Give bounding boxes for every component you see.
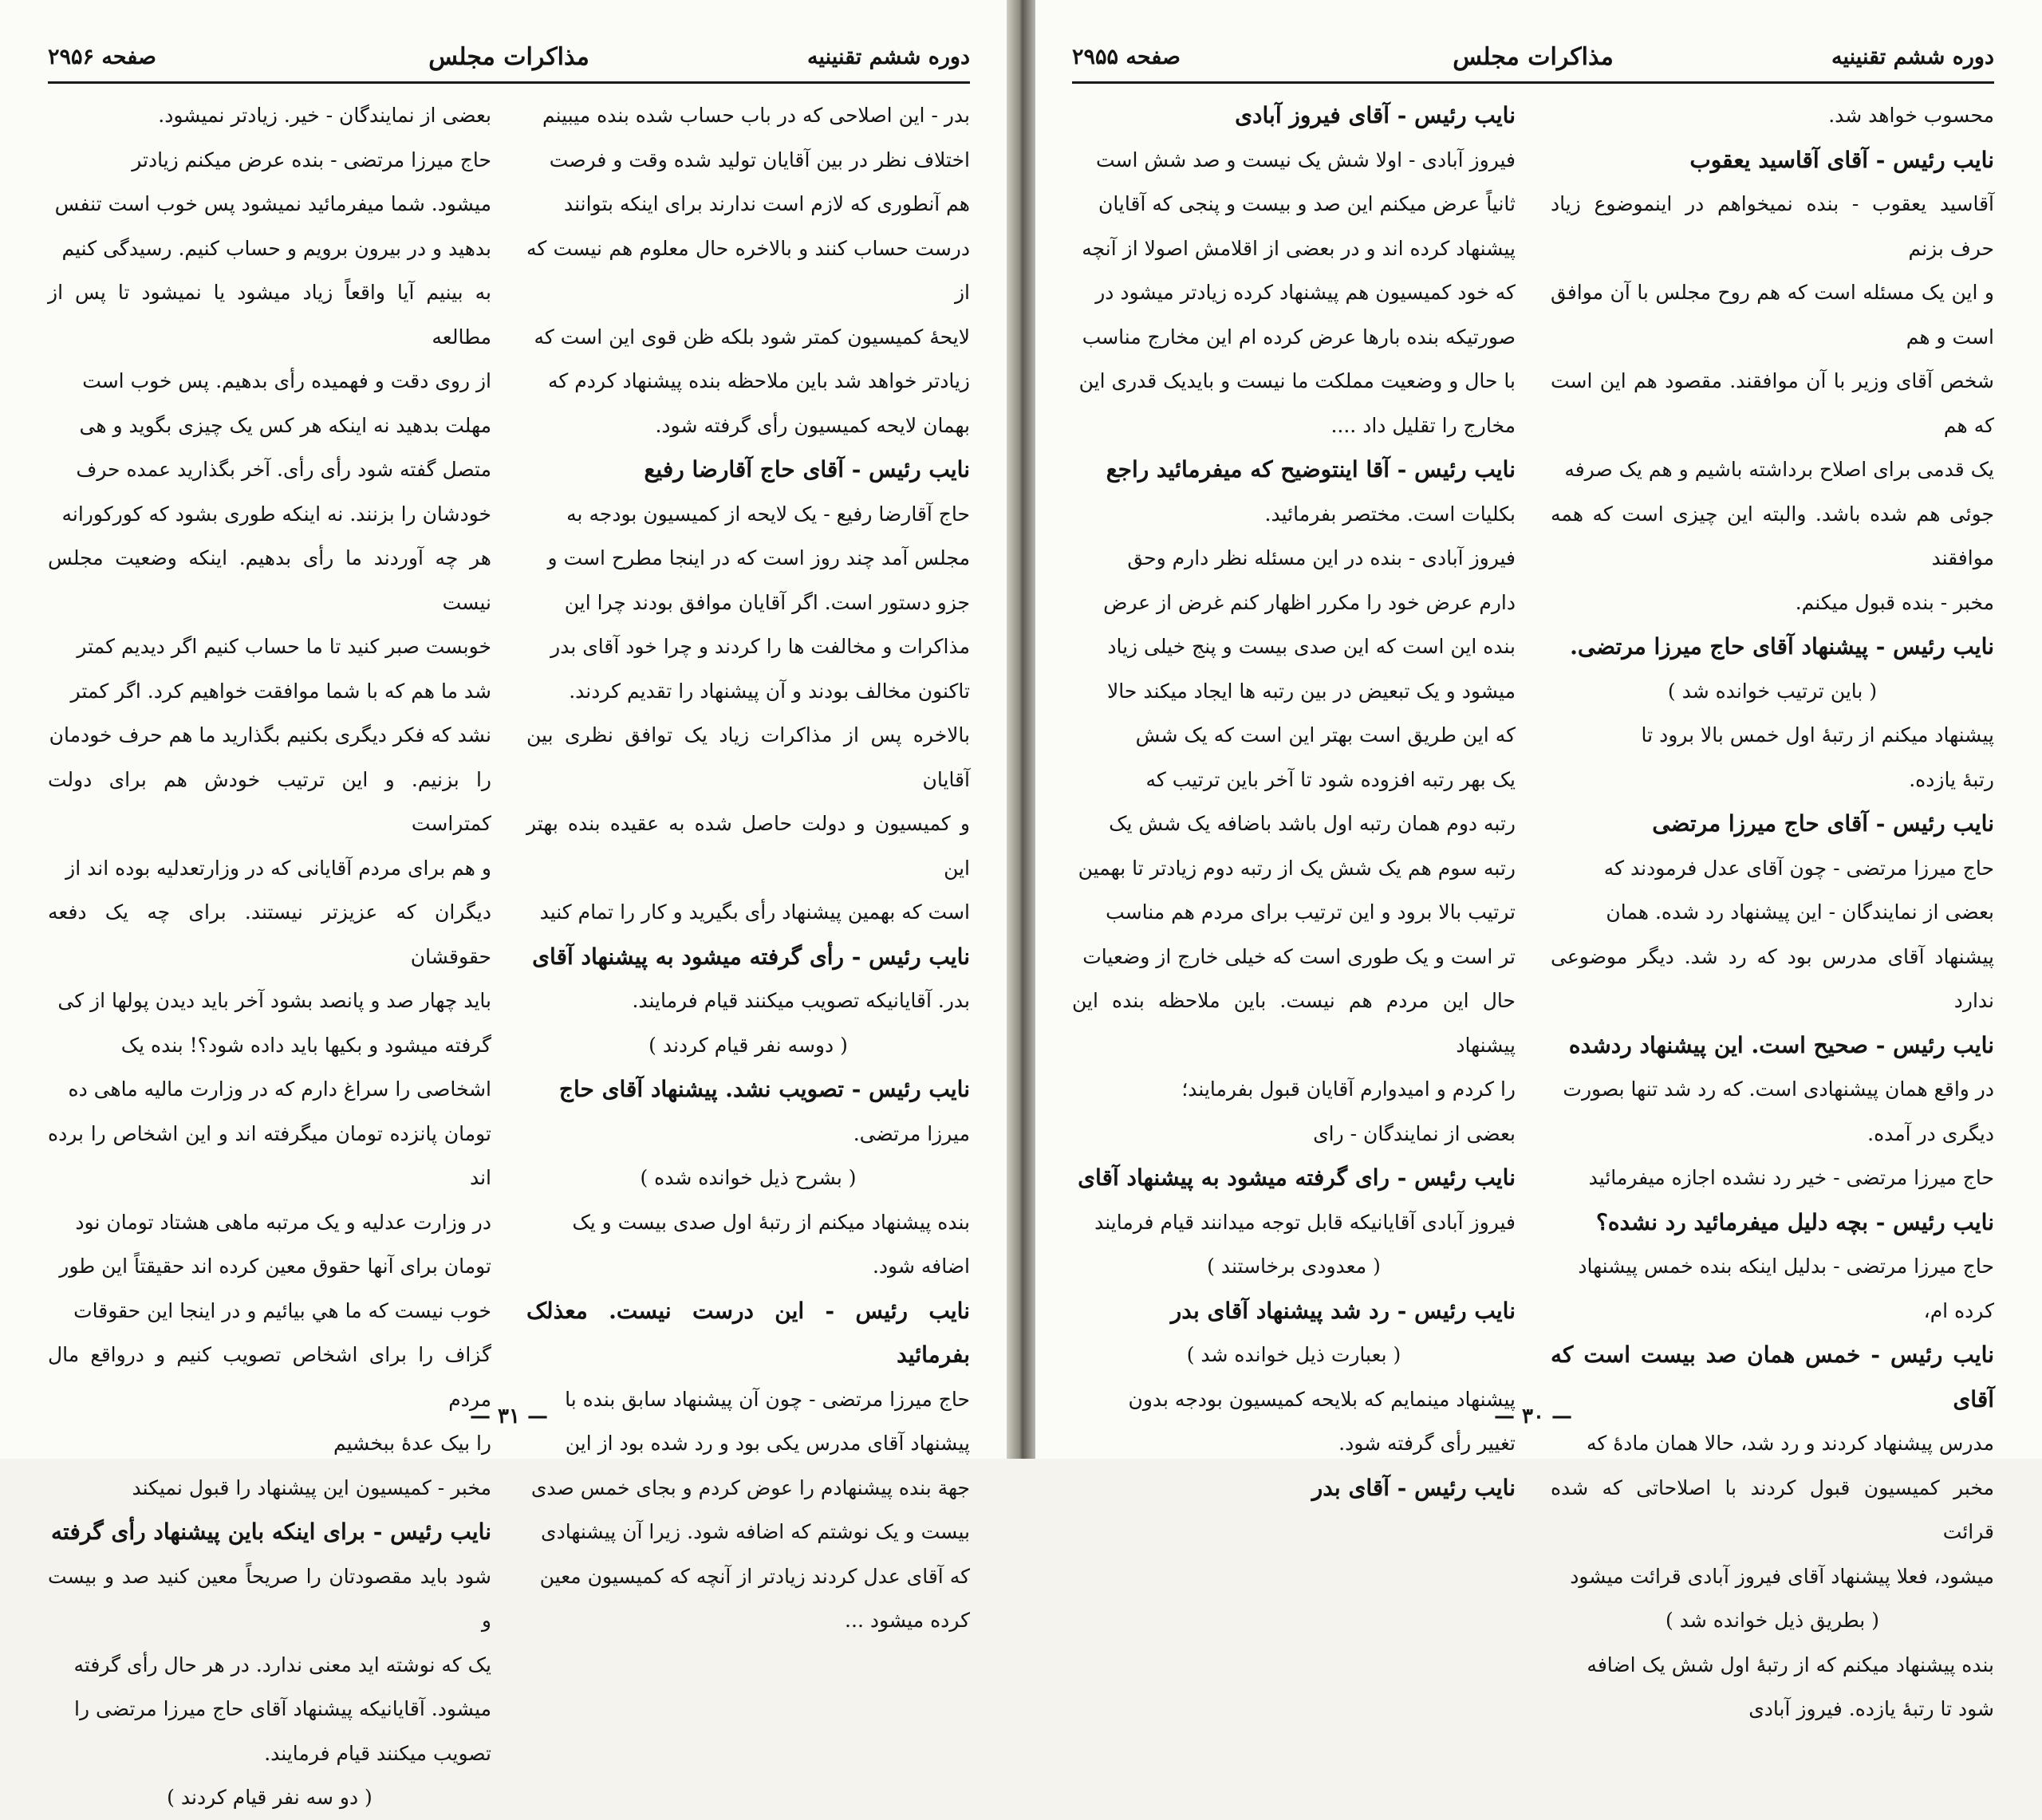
text-line: پیشنهاد آقای مدرس یکی بود و رد شده بود از این xyxy=(565,1432,970,1455)
text-line: زیادتر خواهد شد باین ملاحظه بنده پیشنهاد کردم که xyxy=(548,369,970,392)
text-line: خوبست صبر کنید تا ما حساب کنیم اگر دیدیم کمتر xyxy=(77,635,491,658)
right-page-column-right xyxy=(1551,93,1994,1720)
text-line: نایب رئیس - آقای آقاسید یعقوب xyxy=(1689,146,1994,173)
text-line: به بینیم آیا واقعاً زیاد میشود یا نمیشود تا پس از مطالعه xyxy=(48,281,491,349)
text-line: مخبر - کمیسیون این پیشنهاد را قبول نمیکند xyxy=(132,1475,491,1499)
book-gutter xyxy=(1007,0,1035,1459)
text-line: بالاخره پس از مذاکرات زیاد یک توافق نظری بین آقایان xyxy=(526,723,970,791)
text-line: حاج میرزا مرتضی - بنده عرض میکنم زیادتر xyxy=(132,148,491,171)
running-title: مذاکرات مجلس xyxy=(1453,42,1614,71)
text-line: که خود کمیسیون هم پیشنهاد کرده زیادتر میشود در xyxy=(1095,281,1516,304)
text-line: بهمان لایحه کمیسیون رأی گرفته شود. xyxy=(655,413,970,437)
text-line: میشود، فعلا پیشنهاد آقای فیروز آبادی قرائت میشود xyxy=(1570,1564,1994,1588)
text-line: فیروز آبادی آقایانیکه قابل توجه میدانند قیام فرمایند xyxy=(1094,1210,1516,1234)
text-line: نشد که فکر دیگری بکنیم بگذارید ما هم حرف خودمان xyxy=(49,723,491,747)
text-line: کرده میشود ... xyxy=(845,1609,970,1632)
session-label: دوره ششم تقنینیه xyxy=(807,44,970,69)
page-label: صفحه ۲۹۵۶ xyxy=(48,44,156,69)
left-page xyxy=(0,0,1007,1809)
text-line: فیروز آبادی - اولا شش یک نیست و صد شش است xyxy=(1095,148,1516,171)
text-line: محسوب خواهد شد. xyxy=(1828,104,1994,127)
text-line: دارم عرض خود را مکرر اظهار کنم غرض از عرض xyxy=(1103,590,1516,614)
text-line: بعضی از نمایندگان - خیر. زیادتر نمیشود. xyxy=(158,104,491,127)
text-line: مخارج را تقلیل داد .... xyxy=(1330,413,1516,437)
text-line: جهة بنده پیشنهادم را عوض کردم و بجای خمس صدی xyxy=(530,1475,970,1499)
text-line: گزاف را برای اشخاص تصویب کنیم و درواقع مال مردم xyxy=(48,1343,491,1411)
text-line: در واقع همان پیشنهادی است. که رد شد تنها بصورت xyxy=(1563,1077,1994,1101)
text-line: میشود. آقایانیکه پیشنهاد آقای حاج میرزا مرتضی را xyxy=(74,1697,491,1720)
text-line: آقاسید یعقوب - بنده نمیخواهم در اینموضوع زیاد حرف بزنم xyxy=(1551,192,1994,260)
text-line: که آقای عدل کردند زیادتر از آنچه که کمیسیون معین xyxy=(539,1564,970,1588)
text-line: ثانیاً عرض میکنم این صد و بیست و پنجی که آقایان xyxy=(1098,192,1516,215)
text-line: یک که نوشته اید معنی ندارد. در هر حال رأی گرفته xyxy=(73,1653,491,1676)
text-line: ( دو سه نفر قیام کردند ) xyxy=(167,1786,373,1809)
right-page-column-left xyxy=(1072,93,1516,1501)
text-line: متصل گفته شود رأی رأی. آخر بگذارید عمده حرف xyxy=(76,458,491,481)
text-line: و هم برای مردم آقایانی که در وزارتعدلیه بوده اند از xyxy=(65,856,491,880)
text-line: شود باید مقصودتان را صریحاً معین کنید صد و بیست و xyxy=(48,1564,491,1632)
text-line: مهلت بدهید نه اینکه هر کس یک چیزی بگوید و هی xyxy=(79,413,491,437)
text-line: اشخاصی را سراغ دارم که در وزارت مالیه ماهی ده xyxy=(68,1077,491,1101)
text-line: مدرس پیشنهاد کردند و رد شد، حالا همان مادهٔ که xyxy=(1586,1432,1994,1455)
text-line: گرفته میشود و بکیها باید داده شود؟! بنده یک xyxy=(120,1033,491,1057)
session-label: دوره ششم تقنینیه xyxy=(1831,44,1994,69)
page-label: صفحه ۲۹۵۵ xyxy=(1072,44,1181,69)
text-line: ( بشرح ذیل خوانده شده ) xyxy=(640,1166,857,1189)
page-number: — ۳۰ — xyxy=(1493,1404,1573,1428)
text-line: میشود. شما میفرمائید نمیشود پس خوب است تنفس xyxy=(54,192,491,215)
text-line: را بزنیم. و این ترتیب خودش هم برای دولت کمتراست xyxy=(48,767,491,835)
text-line: بدر - این اصلاحی که در باب حساب شده بنده میبینم xyxy=(542,104,970,127)
text-line: رتبه دوم همان رتبه اول باشد باضافه یک شش یک xyxy=(1109,812,1516,835)
text-line: نایب رئیس - رأی گرفته میشود به پیشنهاد آقای xyxy=(532,943,970,970)
left-page-header xyxy=(48,32,970,84)
text-line: حاج میرزا مرتضی - بدلیل اینکه بنده خمس پیشنهاد xyxy=(1578,1255,1994,1278)
text-line: مذاکرات و مخالفت ها را کردند و چرا خود آقای بدر xyxy=(550,635,970,658)
text-line: نایب رئیس - آقای حاج میرزا مرتضی xyxy=(1652,810,1994,837)
text-line: صورتیکه بنده بارها عرض کرده ام این مخارج مناسب xyxy=(1082,325,1516,349)
text-line: مخبر - بنده قبول میکنم. xyxy=(1795,590,1994,614)
text-line: بکلیات است. مختصر بفرمائید. xyxy=(1264,502,1516,526)
text-line: اختلاف نظر در بین آقایان تولید شده وقت و فرصت xyxy=(549,148,970,171)
text-line: تاکنون مخالف بودند و آن پیشنهاد را تقدیم کردند. xyxy=(569,679,970,703)
text-line: نایب رئیس - خمس همان صد بیست است که آقای xyxy=(1551,1341,1994,1412)
text-line: و کمیسیون و دولت حاصل شده به عقیده بنده بهتر این xyxy=(526,812,970,880)
text-line: بنده پیشنهاد میکنم از رتبهٔ اول صدی بیست و یک xyxy=(572,1210,970,1234)
text-line: نایب رئیس - این درست نیست. معذلک بفرمائید xyxy=(526,1297,970,1368)
text-line: تر است و یک طوری است که خیلی خارج از وضعیات xyxy=(1082,944,1516,968)
text-line: تومان برای آنها حقوق معین کرده اند حقیقتاً این طور xyxy=(59,1255,491,1278)
text-line: دیگری در آمده. xyxy=(1867,1121,1994,1145)
text-line: در وزارت عدلیه و یک مرتبه ماهی هشتاد تومان نود xyxy=(75,1210,491,1234)
text-line: حاج میرزا مرتضی - چون آن پیشنهاد سابق بنده با xyxy=(565,1387,970,1411)
text-line: پیشنهاد مینمایم که بلایحه کمیسیون بودجه بدون xyxy=(1128,1387,1516,1411)
text-line: ترتیب بالا برود و این ترتیب برای مردم هم مناسب xyxy=(1106,900,1516,924)
text-line: و این یک مسئله است که هم روح مجلس با آن موافق است و هم xyxy=(1551,281,1994,349)
text-line: پیشنهاد میکنم از رتبهٔ اول خمس بالا برود تا xyxy=(1641,723,1994,747)
text-line: خودشان را بزنند. نه اینکه طوری بشود که کورکورانه xyxy=(61,502,491,526)
text-line: هم آنطوری که لازم است ندارند برای اینکه بتوانند xyxy=(563,192,970,215)
right-page-header xyxy=(1072,32,1994,84)
text-line: که این طریق است بهتر این است که یک شش xyxy=(1135,723,1516,747)
text-line: مجلس آمد چند روز است که در اینجا مطرح است و xyxy=(547,546,970,569)
right-page xyxy=(1035,0,2042,1720)
text-line: است که بهمین پیشنهاد رأی بگیرید و کار را تمام کنید xyxy=(539,900,970,924)
page-number: — ۳۱ — xyxy=(469,1404,549,1428)
text-line: رتبهٔ یازده. xyxy=(1909,767,1994,791)
text-line: را کردم و امیدوارم آقایان قبول بفرمایند؛ xyxy=(1181,1077,1516,1101)
text-line: بعضی از نمایندگان - این پیشنهاد رد شده. همان xyxy=(1606,900,1994,924)
text-line: نایب رئیس - صحیح است. این پیشنهاد ردشده xyxy=(1568,1031,1994,1058)
text-line: نایب رئیس - آقای فیروز آبادی xyxy=(1235,102,1516,128)
text-line: شخص آقای وزیر با آن موافقند. مقصود هم این است که هم xyxy=(1551,369,1994,437)
running-title: مذاکرات مجلس xyxy=(428,42,589,71)
text-line: پیشنهاد آقای مدرس بود که رد شد. دیگر موضوعی ندارد xyxy=(1551,944,1994,1012)
text-line: جزو دستور است. اگر آقایان موافق بودند چرا این xyxy=(564,590,970,614)
text-line: شود تا رتبهٔ یازده. فیروز آبادی xyxy=(1748,1697,1994,1720)
text-line: دیگران که عزیزتر نیستند. برای چه یک دفعه حقوقشان xyxy=(48,900,491,968)
text-line: بنده این است که این صدی بیست و پنج خیلی زیاد xyxy=(1107,635,1516,658)
text-line: تصویب میکنند قیام فرمایند. xyxy=(264,1741,491,1765)
text-line: بیست و یک نوشتم که اضافه شود. زیرا آن پیشنهادی xyxy=(541,1520,970,1543)
text-line: یک قدمی برای اصلاح برداشته باشیم و هم یک صرفه xyxy=(1564,458,1994,481)
left-page-column-right xyxy=(526,93,970,1632)
text-line: خوب نیست که ما هي بیائیم و در اینجا این حقوقات xyxy=(73,1298,491,1322)
text-line: تغییر رأی گرفته شود. xyxy=(1338,1432,1516,1455)
text-line: کرده ام، xyxy=(1923,1298,1994,1322)
text-line: تومان پانزده تومان میگرفته اند و این اشخاص را برده اند xyxy=(48,1121,491,1189)
text-line: ( بعبارت ذیل خوانده شد ) xyxy=(1186,1343,1401,1366)
text-line: بدر. آقایانیکه تصویب میکنند قیام فرمایند. xyxy=(632,989,970,1012)
text-line: هر چه آوردند ما رأی بدهیم. اینکه وضعیت مجلس نیست xyxy=(48,546,491,614)
text-line: ( بطریق ذیل خوانده شد ) xyxy=(1666,1609,1879,1632)
text-line: فیروز آبادی - بنده در این مسئله نظر دارم وحق xyxy=(1127,546,1516,569)
text-line: نایب رئیس - رد شد پیشنهاد آقای بدر xyxy=(1170,1297,1516,1324)
text-line: نایب رئیس - بچه دلیل میفرمائید رد نشده؟ xyxy=(1596,1208,1994,1235)
text-line: جوئی هم شده باشد. والبته این چیزی است که همه موافقند xyxy=(1551,502,1994,569)
text-line: شد ما هم که با شما موافقت خواهیم کرد. اگر کمتر xyxy=(70,679,491,703)
text-line: بنده پیشنهاد میکنم که از رتبهٔ اول شش یک اضافه xyxy=(1587,1653,1994,1676)
text-line: درست حساب کنند و بالاخره حال معلوم هم نیست که از xyxy=(526,236,970,304)
text-line: ( دوسه نفر قیام کردند ) xyxy=(648,1033,848,1057)
text-line: نایب رئیس - رای گرفته میشود به پیشنهاد آقای xyxy=(1078,1164,1516,1191)
text-line: میرزا مرتضی. xyxy=(853,1121,970,1145)
text-line: نایب رئیس - برای اینکه باین پیشنهاد رأی گرفته xyxy=(51,1519,491,1545)
text-line: نایب رئیس - آقای بدر xyxy=(1311,1474,1516,1501)
text-line: نایب رئیس - آقای حاج آقارضا رفیع xyxy=(644,456,970,483)
text-line: رتبه سوم هم یک شش یک از رتبه دوم زیادتر تا بهمین xyxy=(1078,856,1516,880)
text-line: نایب رئیس - آقا اینتوضیح که میفرمائید راجع xyxy=(1106,456,1516,483)
text-line: میشود و یک تبعیض در بین رتبه ها ایجاد میکند حالا xyxy=(1107,679,1516,703)
text-line: حاج آقارضا رفیع - یک لایحه از کمیسیون بودجه به xyxy=(566,502,970,526)
text-line: با حال و وضعیت مملکت ما نیست و بایدیک قدری این xyxy=(1078,369,1516,392)
text-line: نایب رئیس - تصویب نشد. پیشنهاد آقای حاج xyxy=(558,1076,970,1102)
text-line: مخبر کمیسیون قبول کردند با اصلاحاتی که شده قرائت xyxy=(1551,1475,1994,1543)
text-line: اضافه شود. xyxy=(872,1255,970,1278)
text-line: یک بهر رتبه افزوده شود تا آخر باین ترتیب که xyxy=(1145,767,1516,791)
text-line: را بیک عدهٔ ببخشیم xyxy=(333,1432,491,1455)
text-line: حاج میرزا مرتضی - خیر رد نشده اجازه میفرمائید xyxy=(1588,1166,1994,1189)
text-line: حال این مردم هم نیست. باین ملاحظه بنده این پیشنهاد xyxy=(1072,989,1516,1057)
text-line: لایحهٔ کمیسیون کمتر شود بلکه ظن قوی این است که xyxy=(534,325,970,349)
text-line: باید چهار صد و پانصد بشود آخر باید دیدن پولها از کی xyxy=(57,989,491,1012)
text-line: ( باین ترتیب خوانده شد ) xyxy=(1667,679,1878,703)
text-line: پیشنهاد کرده اند و در بعضی از اقلامش اصولا از آنچه xyxy=(1082,236,1516,260)
text-line: حاج میرزا مرتضی - چون آقای عدل فرمودند که xyxy=(1603,856,1994,880)
text-line: بدهید و در بیرون برویم و حساب کنیم. رسیدگی کنیم xyxy=(61,236,491,260)
text-line: از روی دقت و فهمیده رأی بدهیم. پس خوب است xyxy=(82,369,491,392)
left-page-column-left xyxy=(48,93,491,1809)
text-line: نایب رئیس - پیشنهاد آقای حاج میرزا مرتضی. xyxy=(1570,633,1994,660)
text-line: ( معدودی برخاستند ) xyxy=(1207,1255,1381,1278)
text-line: بعضی از نمایندگان - رای xyxy=(1313,1121,1516,1145)
